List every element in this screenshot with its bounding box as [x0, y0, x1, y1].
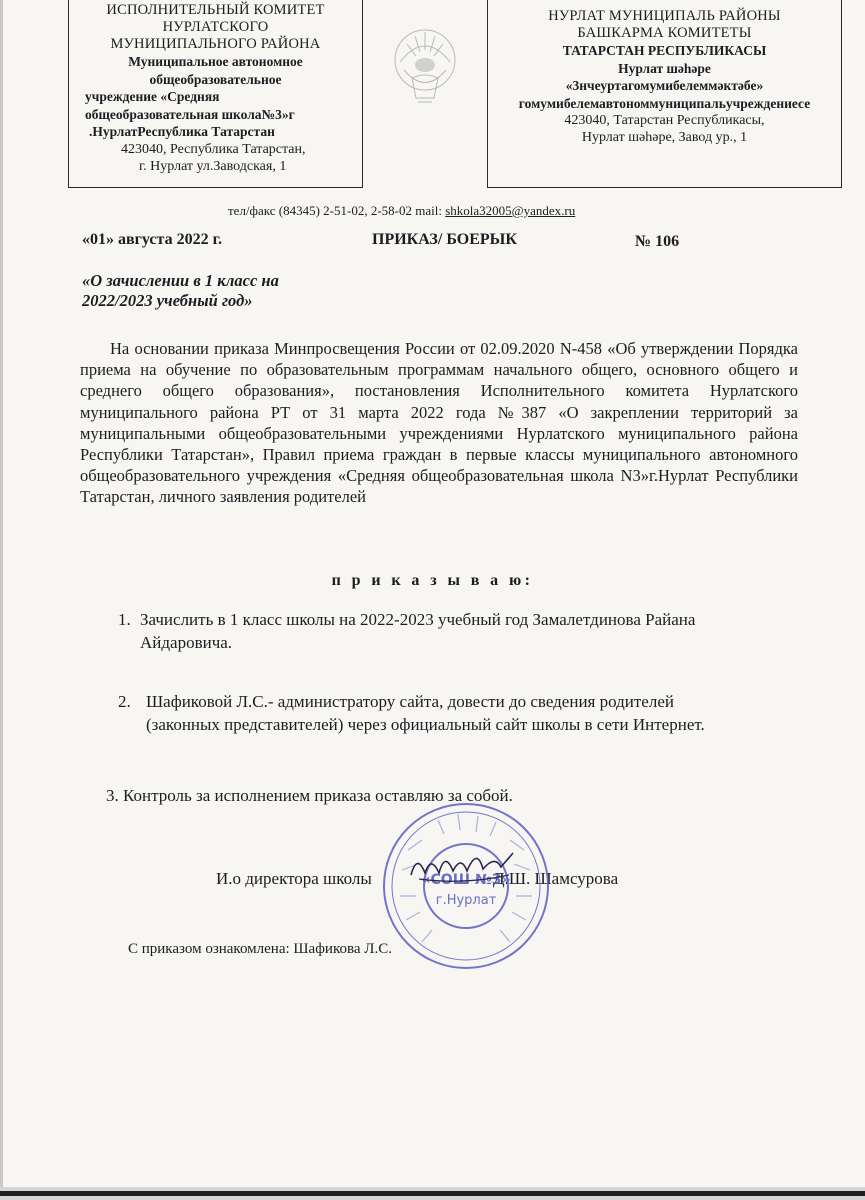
email-link[interactable]: shkola32005@yandex.ru — [445, 203, 576, 218]
header-right-line: Нурлат шәһәре, Завод ур., 1 — [581, 130, 748, 145]
basis-paragraph: На основании приказа Минпросвещения России от 02.09.2020 N-458 «Об утверждении Порядка приема на обучение по образовательным программам начального общего, основного общего и среднего общего образования», постановления Исполнительного комитета Нурлатского муниципального района РТ от 31 марта 2022 года №387 «О закреплении территорий за муниципальными общеобразовательными учреждениями Нурлатского муниципального района Республики Татарстан», Правил приема граждан в первые классы муниципального автономного общеобразовательного учреждения «Средняя общеобразовательная школа N3»г.Нурлат Республики Татарстан, личного заявления родителей — [80, 339, 798, 507]
header-left-line: Муниципальное автономное — [128, 54, 303, 69]
header-left-line: МУНИЦИПАЛЬНОГО РАЙОНА — [110, 36, 321, 52]
acknowledgement: С приказом ознакомлена: Шафикова Л.С. — [128, 941, 392, 957]
item-number: 3. — [106, 786, 119, 805]
header-left-line: г. Нурлат ул.Заводская, 1 — [139, 158, 287, 174]
scan-bottom-edge — [0, 1187, 865, 1200]
item-text: Зачислить в 1 класс школы на 2022-2023 учебный год Замалетдинова Райана Айдаровича. — [140, 610, 696, 652]
decree-heading: п р и к а з ы в а ю: — [331, 572, 534, 589]
order-title: ПРИКАЗ/ БОЕРЫК — [372, 231, 517, 248]
header-left-box — [68, 0, 363, 188]
header-left-line: общеобразовательная школа№3»г — [85, 106, 295, 122]
header-right-line: Нурлат шәһәре — [618, 60, 711, 76]
stamp-inner-bottom: г.Нурлат — [435, 893, 497, 908]
stamp-inner-top: «СОШ №3» — [421, 872, 511, 888]
order-item — [118, 690, 778, 736]
header-right-line: «3нчеуртагомумибелеммәктәбе» — [565, 78, 764, 93]
order-date: «01» августа 2022 г. — [82, 231, 223, 248]
header-right-line: НУРЛАТ МУНИЦИПАЛЬ РАЙОНЫ — [548, 8, 781, 24]
header-left-text — [69, 2, 362, 175]
contacts-text: тел/факс (84345) 2-51-02, 2-58-02 mail: — [228, 203, 446, 218]
subject-line: «О зачислении в 1 класс на — [82, 271, 279, 290]
order-number: № 106 — [635, 233, 680, 250]
handwritten-signature — [405, 845, 520, 890]
order-item — [118, 608, 758, 654]
scan-left-edge — [0, 0, 3, 1200]
item-text-line: Шафиковой Л.С.- администратору сайта, довести до сведения родителей — [146, 692, 674, 711]
header-left-line: 423040, Республика Татарстан, — [121, 141, 306, 157]
tatarstan-emblem-icon — [380, 10, 470, 120]
header-right-line: ТАТАРСТАН РЕСПУБЛИКАСЫ — [562, 43, 767, 58]
header-left-line: общеобразовательное — [149, 71, 282, 87]
header-right-line: гомумибелемавтономмуниципальучреждениесе — [518, 95, 811, 111]
header-right-box — [487, 0, 842, 188]
header-right-text — [488, 8, 841, 146]
contacts-line — [228, 203, 575, 219]
header-left-line: .НурлатРеспублика Татарстан — [89, 124, 275, 139]
item-text — [118, 690, 778, 736]
header-left-line: ИСПОЛНИТЕЛЬНЫЙ КОМИТЕТ — [106, 2, 325, 18]
header-left-line: НУРЛАТСКОГО — [162, 19, 269, 35]
item-number: 2. — [118, 692, 131, 711]
header-right-line: 423040, Татарстан Республикасы, — [564, 113, 765, 128]
signer-role: И.о директора школы — [216, 869, 372, 888]
item-number: 1. — [118, 610, 131, 629]
header-left-line: учреждение «Средняя — [85, 89, 220, 104]
signer-name: Д.Ш. Шамсурова — [493, 869, 619, 888]
header-right-line: БАШКАРМА КОМИТЕТЫ — [577, 25, 752, 41]
order-subject — [82, 271, 279, 311]
item-text: Контроль за исполнением приказа оставляю за собой. — [123, 786, 513, 805]
item-text-line: (законных представителей) через официальный сайт школы в сети Интернет. — [146, 715, 705, 734]
subject-line: 2022/2023 учебный год» — [82, 291, 253, 310]
